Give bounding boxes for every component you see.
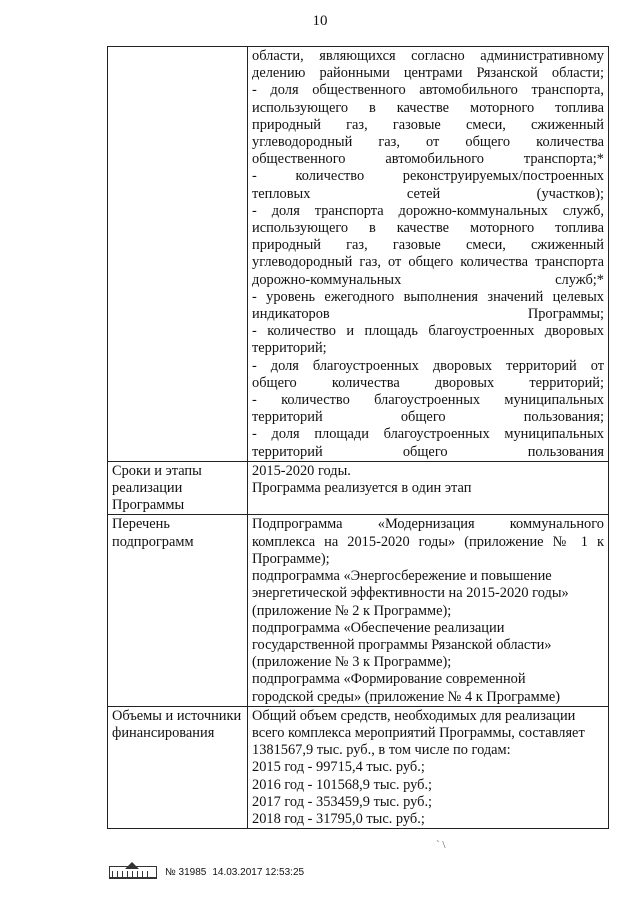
text-line: - доля площади благоустроенных муниципальных [252,426,604,443]
text-line: (приложение № 2 к Программе); [252,602,452,619]
text-line: общего количества дворовых территорий; [252,374,604,391]
text-line: - доля благоустроенных дворовых территорий от [252,357,604,374]
row-value-terms [248,461,609,515]
text-line: 2018 год - 31795,0 тыс. руб.; [252,810,425,827]
text-line: использующего в качестве моторного топлива [252,220,604,237]
text-line: - количество благоустроенных муниципальных [252,392,604,409]
row-label-subprograms: Перечень подпрограмм [108,515,248,706]
text-line: 1381567,9 тыс. руб., в том числе по годам: [252,742,511,759]
page-number: 10 [312,13,328,29]
text-line: углеводородный газ, от общего количества [252,134,604,151]
text-line: 2015 год - 99715,4 тыс. руб.; [252,759,425,776]
text-line: делению районными центрами Рязанской области; [252,65,604,82]
text-line: территорий; [252,340,327,357]
text-line: 2015-2020 годы. [252,462,351,479]
text-line: углеводородный газ, от общего количества транспорта [252,254,604,271]
text-line: (приложение № 3 к Программе); [252,654,452,671]
text-line: Программа реализуется в один этап [252,480,472,497]
text-line: 2016 год - 101568,9 тыс. руб.; [252,776,433,793]
program-passport-table [107,46,609,829]
text-line: Программе); [252,550,330,567]
table-row-funding [108,706,609,828]
row-value-funding [248,706,609,828]
row-value-subprograms [248,515,609,706]
text-line: индикаторов Программы; [252,306,604,323]
text-line: государственной программы Рязанской области» [252,636,552,653]
text-line: комплекса на 2015-2020 годы» (приложение № 1 к [252,533,604,550]
text-line: области, являющихся согласно административному [252,48,604,64]
row-label-terms: Сроки и этапы реализации Программы [108,461,248,515]
table-row-indicators [108,47,609,462]
document-footer [107,862,304,882]
table-row-terms [108,461,609,515]
text-line: Подпрограмма «Модернизация коммунального [252,516,604,533]
text-line: подпрограмма «Формирование современной [252,671,526,688]
text-line: территорий общего пользования; [252,409,604,426]
text-line: - доля транспорта дорожно-коммунальных служб, [252,202,604,219]
doc-timestamp: 14.03.2017 12:53:25 [212,866,305,878]
table-row-subprograms [108,515,609,706]
row-value-indicators [248,47,609,462]
text-line: - доля общественного автомобильного транспорта, [252,82,604,99]
text-line: подпрограмма «Энергосбережение и повышение [252,568,552,585]
text-line: природный газ, газовые смеси, сжиженный [252,237,604,254]
text-line: - количество реконструируемых/построенных [252,168,604,185]
text-line: общественного автомобильного транспорта;* [252,151,604,168]
text-line: Общий объем средств, необходимых для реализации [252,707,576,724]
text-line: всего комплекса мероприятий Программы, составляет [252,724,585,741]
text-line: энергетической эффективности на 2015-2020 годы» [252,585,569,602]
building-stamp-icon [107,862,157,882]
row-label-funding: Объемы и источники финансирования [108,706,248,828]
text-line: - уровень ежегодного выполнения значений целевых [252,288,604,305]
text-line: дорожно-коммунальных служб;* [252,271,604,288]
text-line: - количество и площадь благоустроенных дворовых [252,323,604,340]
text-line: использующего в качестве моторного топлива [252,99,604,116]
text-line: территорий общего пользования [252,443,604,460]
text-line: городской среды» (приложение № 4 к Программе) [252,688,561,705]
text-line: природный газ, газовые смеси, сжиженный [252,116,604,133]
row-label-empty [108,47,248,462]
text-line: 2017 год - 353459,9 тыс. руб.; [252,793,433,810]
scan-marks: ` \ [436,839,446,851]
text-line: тепловых сетей (участков); [252,185,604,202]
text-line: подпрограмма «Обеспечение реализации [252,619,505,636]
doc-number: № 31985 [165,866,207,878]
